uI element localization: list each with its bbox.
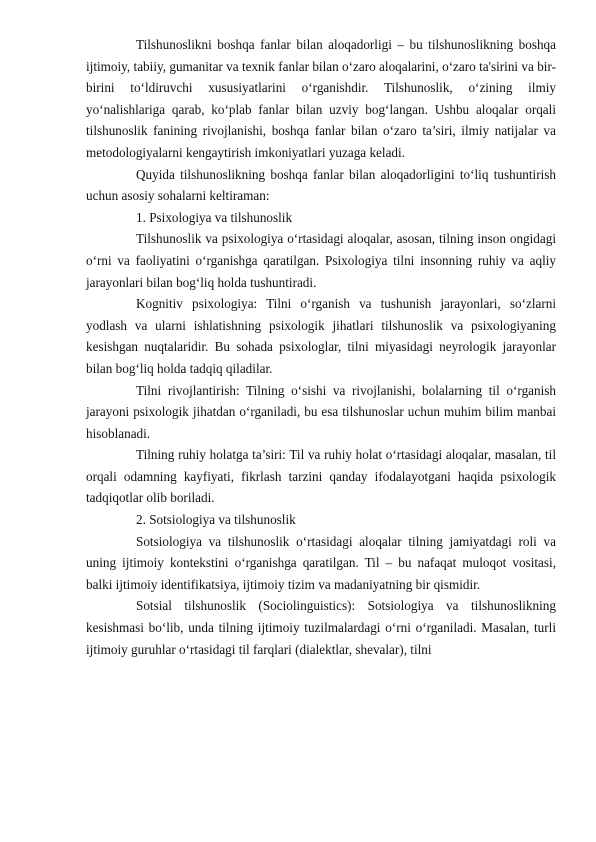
section-heading-sociology: 2. Sotsiologiya va tilshunoslik — [136, 512, 296, 528]
section-heading-psychology: 1. Psixologiya va tilshunoslik — [136, 209, 293, 225]
paragraph-sociology: Sotsiologiya va tilshunoslik o‘rtasidagi aloqalar tilning jamiyatdagi roli va uning ijtimoiy kontekstini o‘rganishga qaratilgan. Til – bu nafaqat muloqot vositasi, balki ijtimoiy identifikatsiya, ijtimoiy tizim va madaniyatning bir qismidir. — [86, 533, 556, 592]
paragraph-development: Tilni rivojlantirish: Tilning o‘sishi va rivojlanishi, bolalarning til o‘rganish jarayoni psixologik jihatdan o‘rganiladi, bu esa tilshunoslar uchun muhim bilim manbai hisoblanadi. — [86, 382, 556, 441]
paragraph-cognitive: Kognitiv psixologiya: Tilni o‘rganish va tushunish jarayonlari, so‘zlarni yodlash va ularni ishlatishning psixologik jihatlari tilshunoslik va psixologiyaning kesishgan nuqtalaridir. Bu sohada psixologlar, tilni miyasidagi neyrologik jarayonlar bilan bog‘liq holda tadqiq qiladilar. — [86, 296, 556, 376]
document-page — [86, 34, 556, 660]
paragraph-psychology: Tilshunoslik va psixologiya o‘rtasidagi aloqalar, asosan, tilning inson ongidagi o‘rni va faoliyatini o‘rganishga qaratilgan. Psixologiya tilni insonning ruhiy va aqliy jarayonlari bilan bog‘liq holda tushuntiradi. — [86, 231, 556, 290]
paragraph-overview: Quyida tilshunoslikning boshqa fanlar bilan aloqadorligini to‘liq tushuntirish uchun asosiy sohalarni keltiraman: — [86, 166, 556, 204]
paragraph-sociolinguistics: Sotsial tilshunoslik (Sociolinguistics): Sotsiologiya va tilshunoslikning kesishmasi bo‘lib, unda tilning ijtimoiy tuzilmalardagi o‘rni o‘rganiladi. Masalan, turli ijtimoiy guruhlar o‘rtasidagi til farqlari (dialektlar, shevalar), tilni — [86, 598, 556, 657]
paragraph-mental-state: Tilning ruhiy holatga ta’siri: Til va ruhiy holat o‘rtasidagi aloqalar, masalan, til orqali odamning kayfiyati, fikrlash tarzini qanday ifodalayotgani haqida psixologik tadqiqotlar olib boriladi. — [86, 447, 556, 506]
paragraph-intro: Tilshunoslikni boshqa fanlar bilan aloqadorligi – bu tilshunoslikning boshqa ijtimoiy, tabiiy, gumanitar va texnik fanlar bilan o‘zaro aloqalarini, o‘zaro ta'sirini va bir-birini to‘ldiruvchi xususiyatlarini o‘rganishdir. Tilshunoslik, o‘zining ilmiy yo‘nalishlariga qarab, ko‘plab fanlar bilan uzviy bog‘langan. Ushbu aloqalar orqali tilshunoslik fanining rivojlanishi, boshqa fanlar bilan o‘zaro ta’siri, ilmiy natijalar va metodologiyalarni kengaytirish imkoniyatlari yuzaga keladi. — [86, 37, 556, 160]
